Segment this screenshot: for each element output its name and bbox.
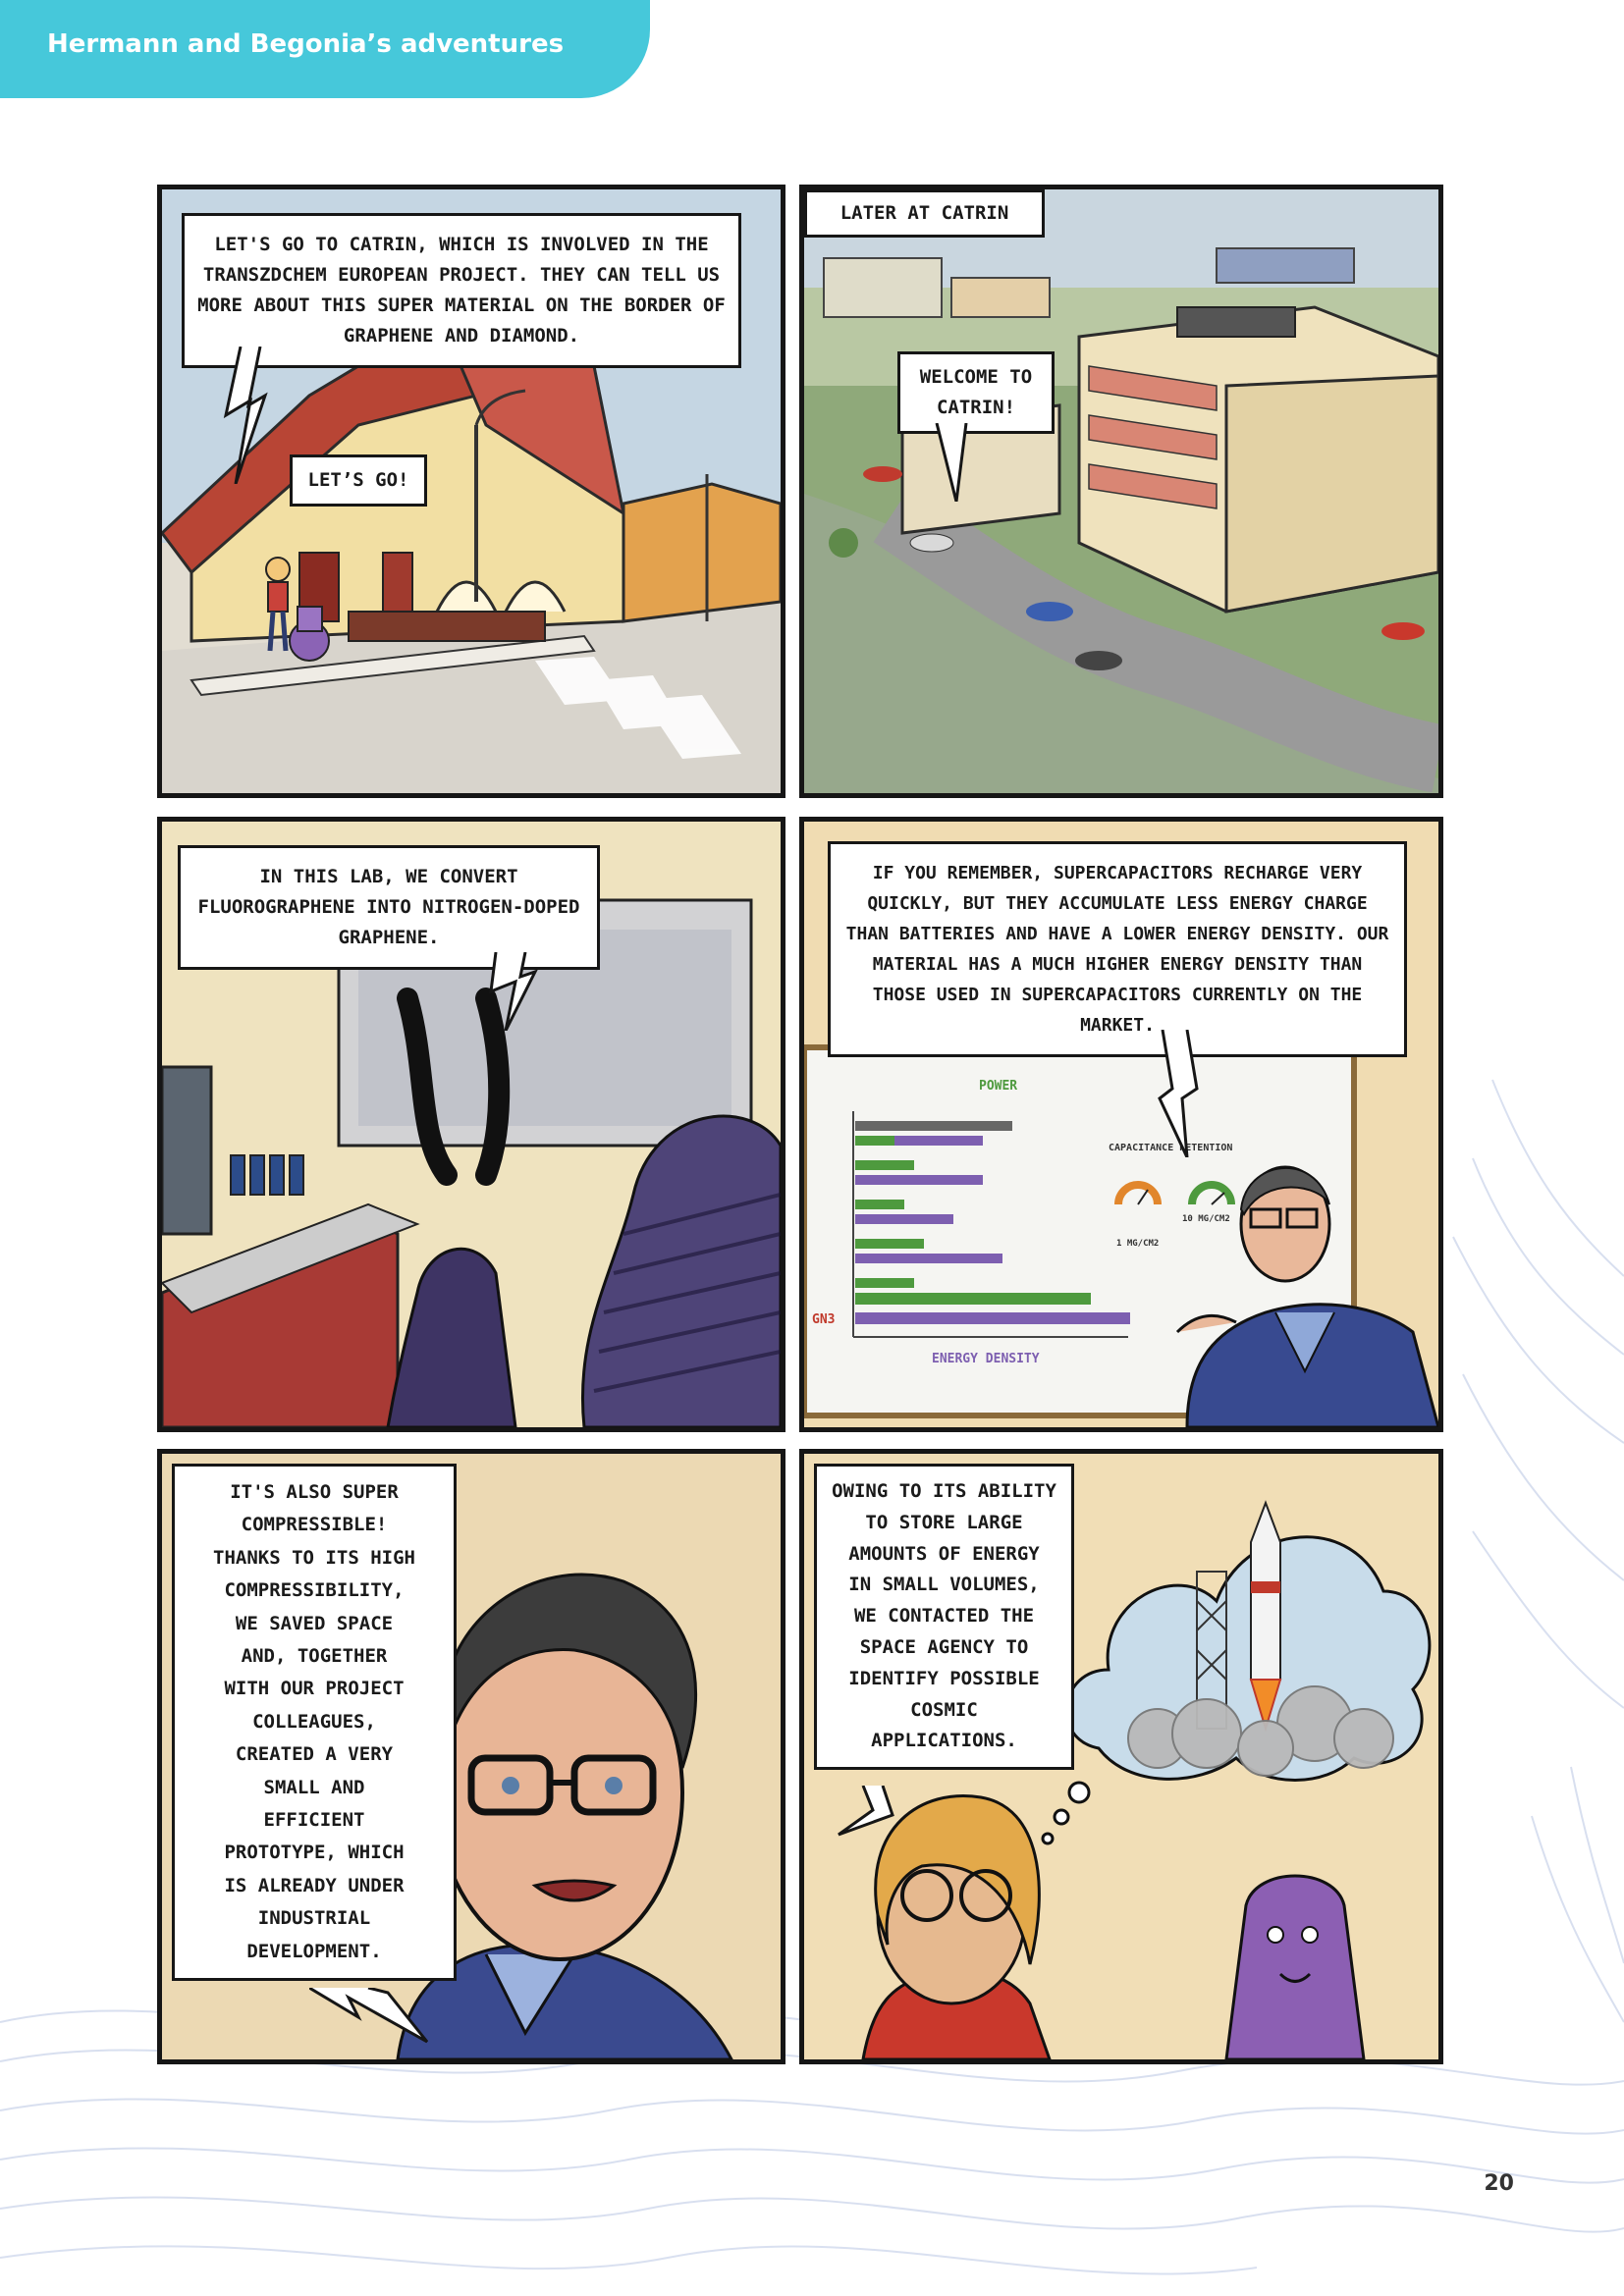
speech-bubble-welcome	[897, 351, 1055, 434]
page-number: 20	[1484, 2171, 1514, 2196]
speech-tail-icon	[309, 1988, 437, 2047]
panel-5	[157, 1449, 785, 2064]
header-title: Hermann and Begonia’s adventures	[47, 29, 565, 59]
board-power-label: POWER	[979, 1079, 1018, 1094]
speech-tail-icon	[927, 423, 976, 502]
board-unit-10: 10 MG/CM2	[1182, 1214, 1230, 1224]
caption-text: LATER AT CATRIN	[839, 202, 1009, 224]
speech-bubble-compressible	[172, 1464, 457, 1981]
speech-bubble-space	[814, 1464, 1074, 1770]
speech-tail-icon	[834, 1786, 912, 1844]
panel-1	[157, 185, 785, 798]
board-unit-1: 1 MG/CM2	[1116, 1239, 1160, 1249]
speech-text: OWING TO ITS ABILITY TO STORE LARGE AMOUNTS OF ENERGY IN SMALL VOLUMES, WE CONTACTED THE SPACE AGENCY TO IDENTIFY POSSIBLE COSMIC APPLICATIONS.	[832, 1480, 1056, 1752]
narration-caption	[804, 189, 1045, 238]
panel-6	[799, 1449, 1443, 2064]
speech-text: IN THIS LAB, WE CONVERT FLUOROGRAPHENE INTO NITROGEN-DOPED GRAPHENE.	[197, 866, 580, 948]
campus-aerial-art	[804, 189, 1438, 793]
speech-bubble-intro	[182, 213, 741, 368]
speech-tail-icon	[1158, 1030, 1217, 1157]
speech-text: IF YOU REMEMBER, SUPERCAPACITORS RECHARGE VERY QUICKLY, BUT THEY ACCUMULATE LESS ENERGY CHARGE THAN BATTERIES AND HAVE A LOWER ENERGY DENSITY. OUR MATERIAL HAS A MUCH HIGHER ENERGY DENSITY THAN THOSE USED IN SUPERCAPACITORS CURRENTLY ON THE MARKET.	[845, 863, 1389, 1036]
speech-bubble-lab	[178, 845, 600, 970]
speech-tail-icon	[486, 952, 545, 1031]
board-energy-label: ENERGY DENSITY	[932, 1352, 1040, 1366]
speech-bubble-lets-go	[290, 454, 427, 507]
panel-4	[799, 817, 1443, 1432]
panel-2	[799, 185, 1443, 798]
speech-bubble-supercapacitors	[828, 841, 1407, 1057]
panel-3	[157, 817, 785, 1432]
speech-text: WELCOME TO CATRIN!	[919, 366, 1033, 418]
board-capacitance-label: CAPACITANCE RETENTION	[1109, 1143, 1233, 1153]
header-tab	[0, 0, 650, 98]
speech-text: IT'S ALSO SUPER COMPRESSIBLE! THANKS TO ITS HIGH COMPRESSIBILITY, WE SAVED SPACE AND, TOGETHER WITH OUR PROJECT COLLEAGUES, CREATED A VERY SMALL AND EFFICIENT PROTOTYPE, WHICH IS ALREADY UNDER INDUSTRIAL DEVELOPMENT.	[213, 1481, 415, 1962]
speech-text: LET’S GO!	[307, 469, 409, 491]
speech-tail-icon	[221, 347, 280, 484]
speech-text: LET'S GO TO CATRIN, WHICH IS INVOLVED IN THE TRANSZDCHEM EUROPEAN PROJECT. THEY CAN TELL US MORE ABOUT THIS SUPER MATERIAL ON THE BORDER OF GRAPHENE AND DIAMOND.	[197, 234, 726, 347]
board-gn3-label: GN3	[812, 1312, 836, 1327]
